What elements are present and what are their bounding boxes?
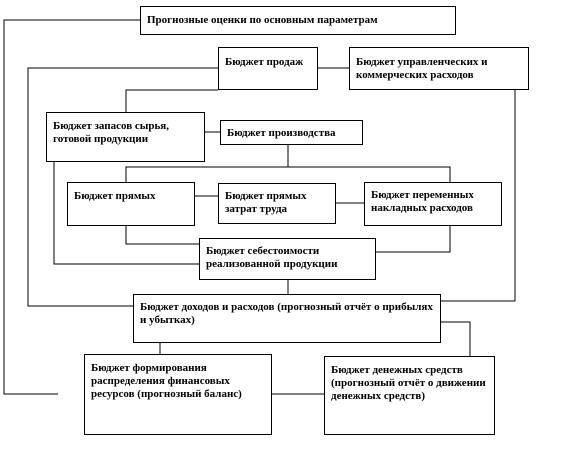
sales-budget-box: Бюджет продаж	[218, 47, 318, 90]
connector-overhead-cogs	[376, 226, 450, 252]
connector-top-bus	[126, 167, 450, 182]
forecast-box: Прогнозные оценки по основным параметрам	[140, 6, 456, 35]
direct-materials-budget-box: Бюджет прямых	[67, 182, 195, 226]
income-budget-box: Бюджет доходов и расходов (прогнозный отчёт о прибылях и убытках)	[133, 294, 441, 343]
inventory-budget-box: Бюджет запасов сырья, готовой продукции	[46, 112, 205, 162]
connector-income-cash	[441, 322, 470, 356]
admin-expenses-budget-box: Бюджет управленческих и коммерческих расходов	[349, 47, 529, 90]
financing-budget-box: Бюджет формирования распределения финансовых ресурсов (прогнозный баланс)	[84, 354, 272, 435]
connector-materials-cogs	[126, 226, 199, 244]
variable-overhead-budget-box: Бюджет переменных накладных расходов	[364, 182, 502, 226]
connector-sales-inventory	[126, 90, 218, 112]
production-budget-box: Бюджет производства	[220, 120, 363, 145]
cogs-budget-box: Бюджет себестоимости реализованной продукции	[199, 238, 376, 280]
direct-labor-budget-box: Бюджет прямых затрат труда	[218, 183, 336, 224]
cash-budget-box: Бюджет денежных средств (прогнозный отчёт о движении денежных средств)	[324, 356, 495, 435]
